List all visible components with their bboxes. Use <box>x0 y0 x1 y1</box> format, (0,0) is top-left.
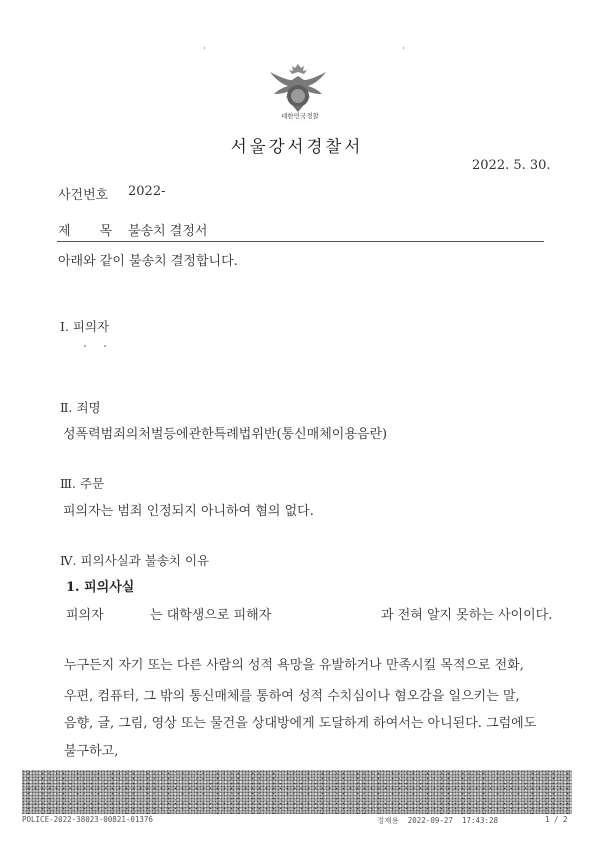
section-1-heading: Ⅰ. 피의자 <box>60 319 110 334</box>
station-name: 서울강서경찰서 <box>230 137 364 156</box>
case-number-value: 2022- <box>128 184 166 199</box>
agency-label: 대한민국경찰 <box>281 112 319 120</box>
disposition-text: 피의자는 범죄 인정되지 아니하여 혐의 없다. <box>63 504 314 519</box>
subject-label: 제 목 <box>58 224 113 239</box>
section-3-heading: Ⅲ. 주문 <box>60 476 105 491</box>
paragraph-line: 누구든지 자기 또는 다른 사람의 성적 욕망을 유발하거나 만족시킬 목적으로 전화, <box>64 658 524 673</box>
header-divider <box>57 241 544 242</box>
section-2-heading: Ⅱ. 죄명 <box>60 400 101 415</box>
scan-speck <box>403 47 404 49</box>
redacted-mark <box>84 345 86 347</box>
redacted-mark <box>104 345 106 347</box>
offense-name: 성폭력범죄의처벌등에관한특례법위반(통신매체이용음란) <box>63 427 388 442</box>
intro-text: 아래와 같이 불송치 결정합니다. <box>58 254 238 269</box>
footer-doc-id: POLICE-2022-38023-00821-01376 <box>22 815 153 824</box>
document-date: 2022. 5. 30. <box>472 158 551 173</box>
fact-text-part1: 피의자 <box>66 608 104 623</box>
fact-text-part2: 는 대학생으로 피해자 <box>150 608 272 623</box>
security-noise-band <box>22 770 572 814</box>
paragraph-line: 우편, 컴퓨터, 그 밖의 통신매체를 통하여 성적 수치심이나 혐오감을 일으키는 말, <box>64 689 520 704</box>
paragraph-line: 불구하고, <box>64 744 119 759</box>
case-number-label: 사건번호 <box>58 188 109 203</box>
scan-speck <box>204 47 205 49</box>
footer-timestamp: 정제용 2022-09-27 17:43:28 <box>377 816 499 825</box>
agency-sub-label: · · · · · · · · · · · · · <box>281 119 319 123</box>
fact-text-part3: 과 전혀 알지 못하는 사이이다. <box>381 608 553 623</box>
paragraph-line: 음향, 글, 그림, 영상 또는 물건을 상대방에게 도달하게 하여서는 아니된다. 그럼에도 <box>64 716 537 731</box>
subject-value: 불송치 결정서 <box>128 224 208 239</box>
footer-page-number: 1 / 2 <box>545 815 568 824</box>
section-4-heading: Ⅳ. 피의사실과 불송치 이유 <box>60 553 210 568</box>
subsection-heading: 1. 피의사실 <box>66 580 135 595</box>
